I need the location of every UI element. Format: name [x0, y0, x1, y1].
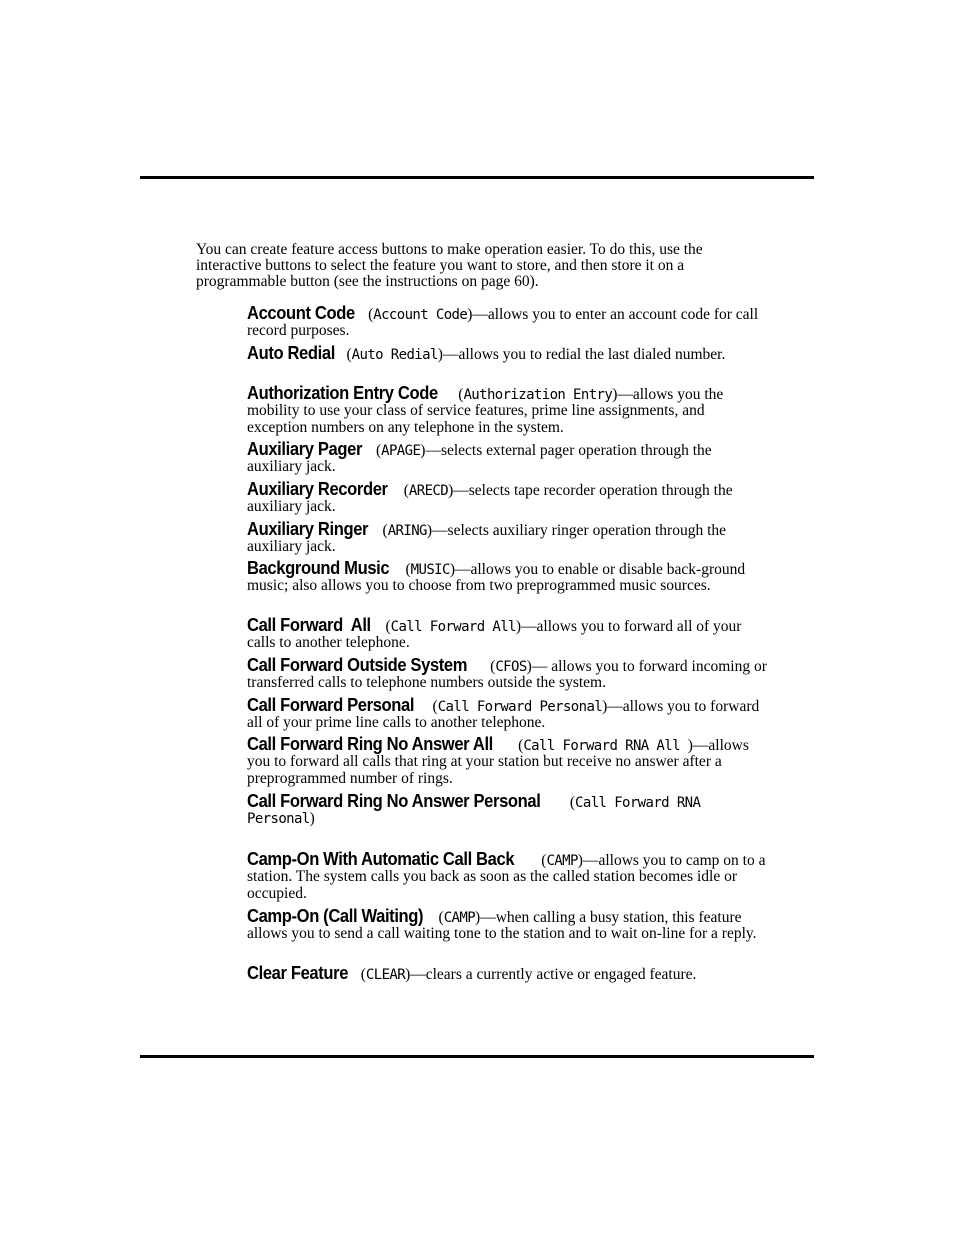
feature-entry-auxiliary-recorder: Auxiliary Recorder (ARECD)—selects tape recorder operation through the auxiliary jack. — [247, 479, 733, 516]
feature-entry-camp-on-automatic-call-back: Camp-On With Automatic Call Back (CAMP)—allows you to camp on to a station. The system calls you back as soon as the called station becomes idle or occupied. — [247, 849, 766, 902]
display-code: Authorization Entry — [463, 387, 613, 403]
feature-term: Camp-On (Call Waiting) — [247, 906, 424, 926]
feature-entry-camp-on-call-waiting: Camp-On (Call Waiting) (CAMP)—when calling a busy station, this feature allows you to send a call waiting tone to the station and to wait on-line for a reply. — [247, 906, 757, 943]
feature-term: Background Music — [247, 558, 390, 578]
feature-description: —allows you the mobility to use your class of service features, prime line assignments, and exception numbers on any telephone in the system. — [247, 386, 724, 436]
feature-entry-auxiliary-ringer: Auxiliary Ringer (ARING)—selects auxiliary ringer operation through the auxiliary jack. — [247, 519, 727, 556]
feature-entry-call-forward-rna-all: Call Forward Ring No Answer All (Call Forward RNA All )—allows you to forward all calls that ring at your station but receive no answer after a preprogrammed number of rings. — [247, 734, 749, 787]
feature-term: Camp-On With Automatic Call Back — [247, 849, 515, 869]
display-code: Call Forward RNA All — [523, 738, 688, 754]
display-code: Auto Redial — [351, 347, 438, 363]
top-rule — [140, 176, 814, 179]
feature-description: —allows you to camp on to a station. The system calls you back as soon as the called station becomes idle or occupied. — [247, 852, 766, 902]
feature-description: —allows you to forward all of your prime line calls to another telephone. — [247, 698, 760, 732]
feature-term: Call Forward Personal — [247, 695, 415, 715]
feature-description: —selects external pager operation through the auxiliary jack. — [247, 442, 712, 476]
feature-description: —allows you to redial the last dialed number. — [442, 346, 726, 363]
feature-description: —clears a currently active or engaged feature. — [410, 966, 697, 983]
feature-term: Call Forward All — [247, 615, 371, 635]
feature-term: Call Forward Ring No Answer Personal — [247, 791, 541, 811]
feature-description: —allows you to enter an account code for call record purposes. — [247, 306, 759, 340]
display-code: MUSIC — [410, 562, 450, 578]
feature-term: Auxiliary Ringer — [247, 519, 369, 539]
feature-description: —allows you to forward all calls that ring at your station but receive no answer after a preprogrammed number of rings. — [247, 737, 749, 787]
feature-description: —allows you to forward all of your calls to another telephone. — [247, 618, 742, 652]
display-code: Call Forward RNA Personal — [247, 795, 701, 828]
feature-entry-call-forward-rna-personal: Call Forward Ring No Answer Personal (Call Forward RNA Personal) — [247, 791, 701, 828]
feature-term: Clear Feature — [247, 963, 349, 983]
feature-term: Auxiliary Recorder — [247, 479, 388, 499]
feature-entry-authorization-entry-code: Authorization Entry Code (Authorization Entry)—allows you the mobility to use your class of service features, prime line assignments, and exception numbers on any telephone in the system. — [247, 383, 724, 436]
display-code: CAMP — [443, 910, 476, 926]
feature-term: Call Forward Ring No Answer All — [247, 734, 493, 754]
display-code: CLEAR — [365, 967, 406, 983]
feature-description: —allows you to enable or disable back-ground music; also allows you to choose from two preprogrammed music sources. — [247, 561, 746, 595]
feature-term: Auto Redial — [247, 343, 335, 363]
feature-entry-call-forward-outside-system: Call Forward Outside System (CFOS)— allows you to forward incoming or transferred calls to telephone numbers outside the system. — [247, 655, 767, 692]
feature-term: Account Code — [247, 303, 355, 323]
feature-term: Authorization Entry Code — [247, 383, 438, 403]
feature-description: — allows you to forward incoming or transferred calls to telephone numbers outside the system. — [247, 658, 767, 692]
display-code: Account Code — [373, 307, 468, 323]
feature-description: —selects auxiliary ringer operation through the auxiliary jack. — [247, 522, 727, 556]
feature-entry-auto-redial: Auto Redial (Auto Redial)—allows you to redial the last dialed number. — [247, 343, 726, 363]
display-code: Call Forward Personal — [437, 699, 603, 715]
feature-entry-background-music: Background Music (MUSIC)—allows you to enable or disable back-ground music; also allows you to choose from two preprogrammed music sources. — [247, 558, 746, 595]
feature-entry-auxiliary-pager: Auxiliary Pager (APAGE)—selects external pager operation through the auxiliary jack. — [247, 439, 712, 476]
feature-entry-call-forward-personal: Call Forward Personal (Call Forward Personal)—allows you to forward all of your prime line calls to another telephone. — [247, 695, 760, 732]
display-code: APAGE — [381, 443, 421, 459]
feature-description: —when calling a busy station, this feature allows you to send a call waiting tone to the station and to wait on-line for a reply. — [247, 909, 757, 943]
feature-term: Call Forward Outside System — [247, 655, 468, 675]
bottom-rule — [140, 1055, 814, 1058]
feature-entry-account-code: Account Code (Account Code)—allows you to enter an account code for call record purposes. — [247, 303, 759, 340]
display-code: ARING — [387, 523, 427, 539]
display-code: ARECD — [408, 483, 449, 499]
intro-paragraph: You can create feature access buttons to make operation easier. To do this, use the interactive buttons to select the feature you want to store, and then store it on a programmable button (see the instructions on page 60). — [196, 241, 703, 290]
feature-term: Auxiliary Pager — [247, 439, 363, 459]
feature-description: —selects tape recorder operation through the auxiliary jack. — [247, 482, 733, 516]
display-code: CAMP — [546, 853, 578, 869]
display-code: Call Forward All — [390, 619, 516, 635]
feature-entry-clear-feature: Clear Feature (CLEAR)—clears a currently active or engaged feature. — [247, 963, 697, 983]
display-code: CFOS — [495, 659, 527, 675]
feature-entry-call-forward-all: Call Forward All (Call Forward All)—allows you to forward all of your calls to another telephone. — [247, 615, 742, 652]
